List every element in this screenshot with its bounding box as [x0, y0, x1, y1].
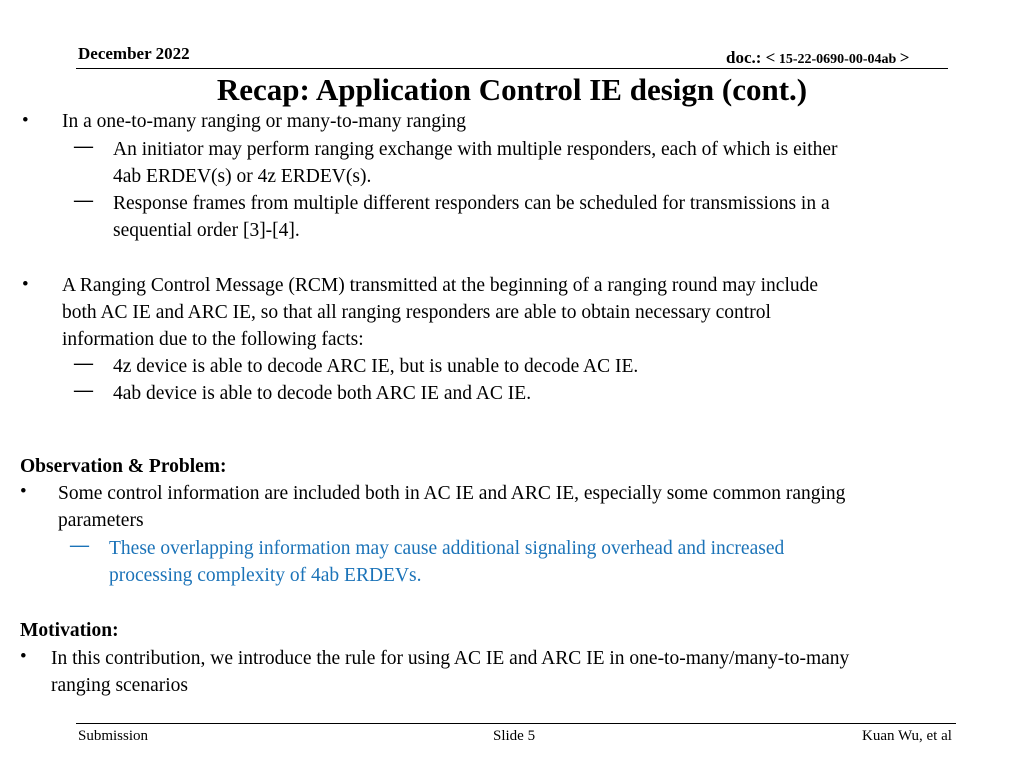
- bullet-symbol: •: [20, 646, 27, 667]
- observation-sub-line2: processing complexity of 4ab ERDEVs.: [109, 565, 422, 586]
- slide-title: Recap: Application Control IE design (cont.): [216, 72, 808, 107]
- dash-symbol: —: [74, 380, 93, 401]
- sub4-text: 4ab device is able to decode both ARC IE and AC IE.: [113, 383, 532, 404]
- sub2-line2: sequential order [3]-[4].: [113, 220, 300, 241]
- sub3-text: 4z device is able to decode ARC IE, but is unable to decode AC IE.: [113, 356, 639, 377]
- sub1-line1: An initiator may perform ranging exchange with multiple responders, each of which is either: [113, 139, 838, 160]
- bullet1-text: In a one-to-many ranging or many-to-many ranging: [62, 111, 466, 132]
- header-divider: [76, 68, 948, 69]
- observation-line1: Some control information are included both in AC IE and ARC IE, especially some common ranging: [58, 483, 846, 504]
- dash-symbol: —: [70, 535, 89, 556]
- observation-line2: parameters: [58, 510, 144, 531]
- observation-heading: Observation & Problem:: [20, 456, 227, 477]
- observation-sub-line1: These overlapping information may cause additional signaling overhead and increased: [109, 538, 785, 559]
- bullet2-line1: A Ranging Control Message (RCM) transmitted at the beginning of a ranging round may include: [62, 275, 819, 296]
- dash-symbol: —: [74, 136, 93, 157]
- dash-symbol: —: [74, 190, 93, 211]
- motivation-line2: ranging scenarios: [51, 675, 188, 696]
- bullet-symbol: •: [22, 110, 29, 131]
- doc-number: 15-22-0690-00-04ab: [775, 52, 900, 67]
- footer-submission: Submission: [78, 728, 149, 744]
- bullet-symbol: •: [22, 274, 29, 295]
- motivation-line1: In this contribution, we introduce the rule for using AC IE and ARC IE in one-to-many/many-to-many: [51, 648, 850, 669]
- doc-suffix: >: [899, 48, 910, 67]
- motivation-heading: Motivation:: [20, 620, 119, 641]
- header-doc-id: [726, 48, 909, 68]
- bullet2-line2: both AC IE and ARC IE, so that all ranging responders are able to obtain necessary control: [62, 302, 771, 323]
- sub2-line1: Response frames from multiple different responders can be scheduled for transmissions in a: [113, 193, 830, 214]
- sub1-line2: 4ab ERDEV(s) or 4z ERDEV(s).: [113, 166, 372, 187]
- header-date: December 2022: [78, 44, 190, 63]
- doc-prefix: doc.: <: [726, 48, 776, 67]
- footer-divider: [76, 723, 956, 724]
- bullet-symbol: •: [20, 481, 27, 502]
- dash-symbol: —: [74, 353, 93, 374]
- footer-slide-number: Slide 5: [493, 728, 536, 744]
- footer-author: Kuan Wu, et al: [862, 728, 952, 744]
- bullet2-line3: information due to the following facts:: [62, 329, 364, 350]
